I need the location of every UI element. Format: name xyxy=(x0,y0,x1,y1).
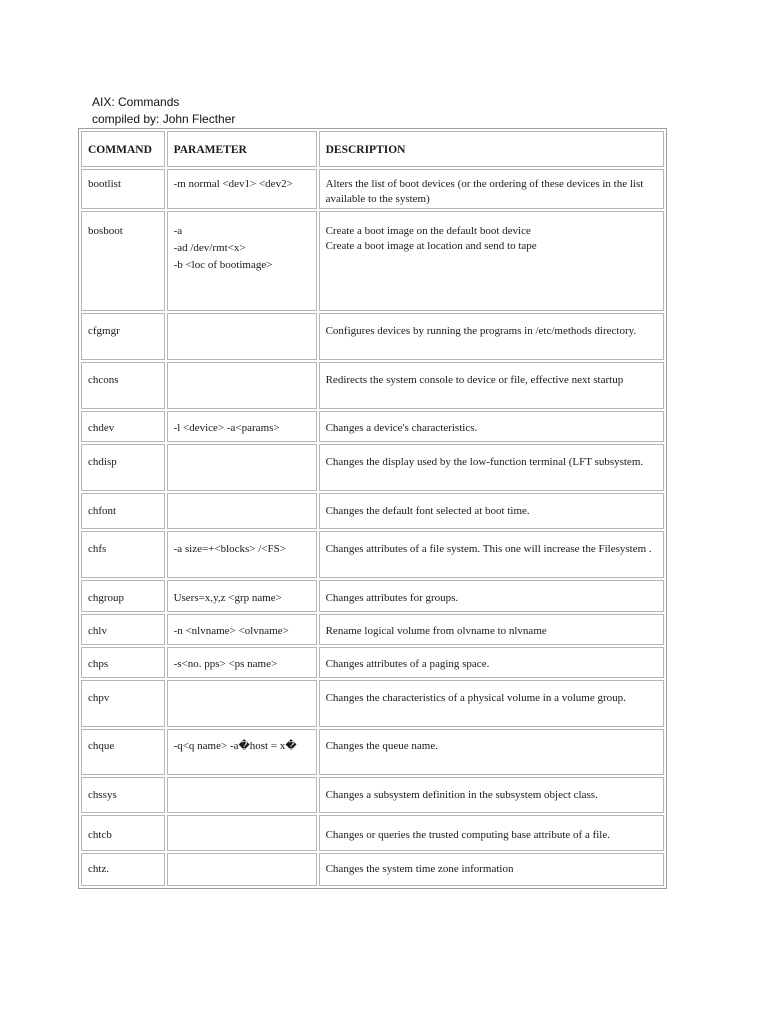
description-cell: Changes the display used by the low-function terminal (LFT subsystem. xyxy=(319,444,664,491)
parameter-cell xyxy=(167,777,317,813)
command-cell: chtz. xyxy=(81,853,165,886)
command-cell: chfont xyxy=(81,493,165,529)
commands-table xyxy=(78,128,667,889)
command-cell: chgroup xyxy=(81,580,165,612)
table-row xyxy=(81,411,664,442)
document-header xyxy=(92,94,235,128)
description-cell: Changes or queries the trusted computing base attribute of a file. xyxy=(319,815,664,851)
table-row xyxy=(81,729,664,775)
parameter-cell xyxy=(167,815,317,851)
command-cell: chtcb xyxy=(81,815,165,851)
description-cell: Configures devices by running the programs in /etc/methods directory. xyxy=(319,313,664,360)
command-cell: chcons xyxy=(81,362,165,409)
table-row xyxy=(81,444,664,491)
table-row xyxy=(81,313,664,360)
command-cell: chfs xyxy=(81,531,165,578)
table-row xyxy=(81,647,664,678)
parameter-cell: -n <nlvname> <olvname> xyxy=(167,614,317,645)
table-row xyxy=(81,169,664,209)
command-cell: chpv xyxy=(81,680,165,727)
parameter-cell xyxy=(167,680,317,727)
command-cell: chdisp xyxy=(81,444,165,491)
description-cell: Redirects the system console to device or file, effective next startup xyxy=(319,362,664,409)
parameter-cell: -m normal <dev1> <dev2> xyxy=(167,169,317,209)
description-cell: Changes attributes for groups. xyxy=(319,580,664,612)
table-row xyxy=(81,614,664,645)
document-title: AIX: Commands xyxy=(92,95,180,109)
parameter-cell: Users=x,y,z <grp name> xyxy=(167,580,317,612)
table-row xyxy=(81,815,664,851)
table-row xyxy=(81,493,664,529)
command-cell: bootlist xyxy=(81,169,165,209)
command-cell: chque xyxy=(81,729,165,775)
table-row xyxy=(81,680,664,727)
description-cell: Alters the list of boot devices (or the ordering of these devices in the list available to the system) xyxy=(319,169,664,209)
description-cell: Changes attributes of a file system. This one will increase the Filesystem . xyxy=(319,531,664,578)
description-cell xyxy=(319,211,664,311)
description-cell: Changes attributes of a paging space. xyxy=(319,647,664,678)
table-row xyxy=(81,531,664,578)
column-header-command: COMMAND xyxy=(81,131,165,167)
description-cell: Changes the system time zone information xyxy=(319,853,664,886)
parameter-cell: -s<no. pps> <ps name> xyxy=(167,647,317,678)
command-cell: bosboot xyxy=(81,211,165,311)
description-line: Create a boot image at location and send to tape xyxy=(325,240,537,252)
command-cell: chps xyxy=(81,647,165,678)
parameter-cell: -a size=+<blocks> /<FS> xyxy=(167,531,317,578)
description-cell: Changes a subsystem definition in the subsystem object class. xyxy=(319,777,664,813)
parameter-line: -ad /dev/rmt<x> xyxy=(173,242,246,254)
description-cell: Changes the default font selected at boot time. xyxy=(319,493,664,529)
table-row xyxy=(81,853,664,886)
column-header-description: DESCRIPTION xyxy=(319,131,664,167)
column-header-parameter: PARAMETER xyxy=(167,131,317,167)
description-cell: Changes a device's characteristics. xyxy=(319,411,664,442)
parameter-cell xyxy=(167,211,317,311)
table-row xyxy=(81,580,664,612)
parameter-cell xyxy=(167,313,317,360)
description-cell: Changes the characteristics of a physical volume in a volume group. xyxy=(319,680,664,727)
description-line: Create a boot image on the default boot device xyxy=(325,225,531,237)
table-row xyxy=(81,211,664,311)
command-cell: cfgmgr xyxy=(81,313,165,360)
command-cell: chdev xyxy=(81,411,165,442)
parameter-line: -b <loc of bootimage> xyxy=(173,259,273,271)
parameter-cell: -q<q name> -a�host = x� xyxy=(167,729,317,775)
table-row xyxy=(81,362,664,409)
parameter-cell xyxy=(167,362,317,409)
parameter-line: -a xyxy=(173,225,183,237)
parameter-cell xyxy=(167,444,317,491)
document-author: compiled by: John Flecther xyxy=(92,112,236,126)
table-header-row xyxy=(81,131,664,167)
parameter-cell xyxy=(167,853,317,886)
parameter-cell: -l <device> -a<params> xyxy=(167,411,317,442)
parameter-cell xyxy=(167,493,317,529)
table-row xyxy=(81,777,664,813)
description-cell: Changes the queue name. xyxy=(319,729,664,775)
description-cell: Rename logical volume from olvname to nlvname xyxy=(319,614,664,645)
command-cell: chlv xyxy=(81,614,165,645)
command-cell: chssys xyxy=(81,777,165,813)
